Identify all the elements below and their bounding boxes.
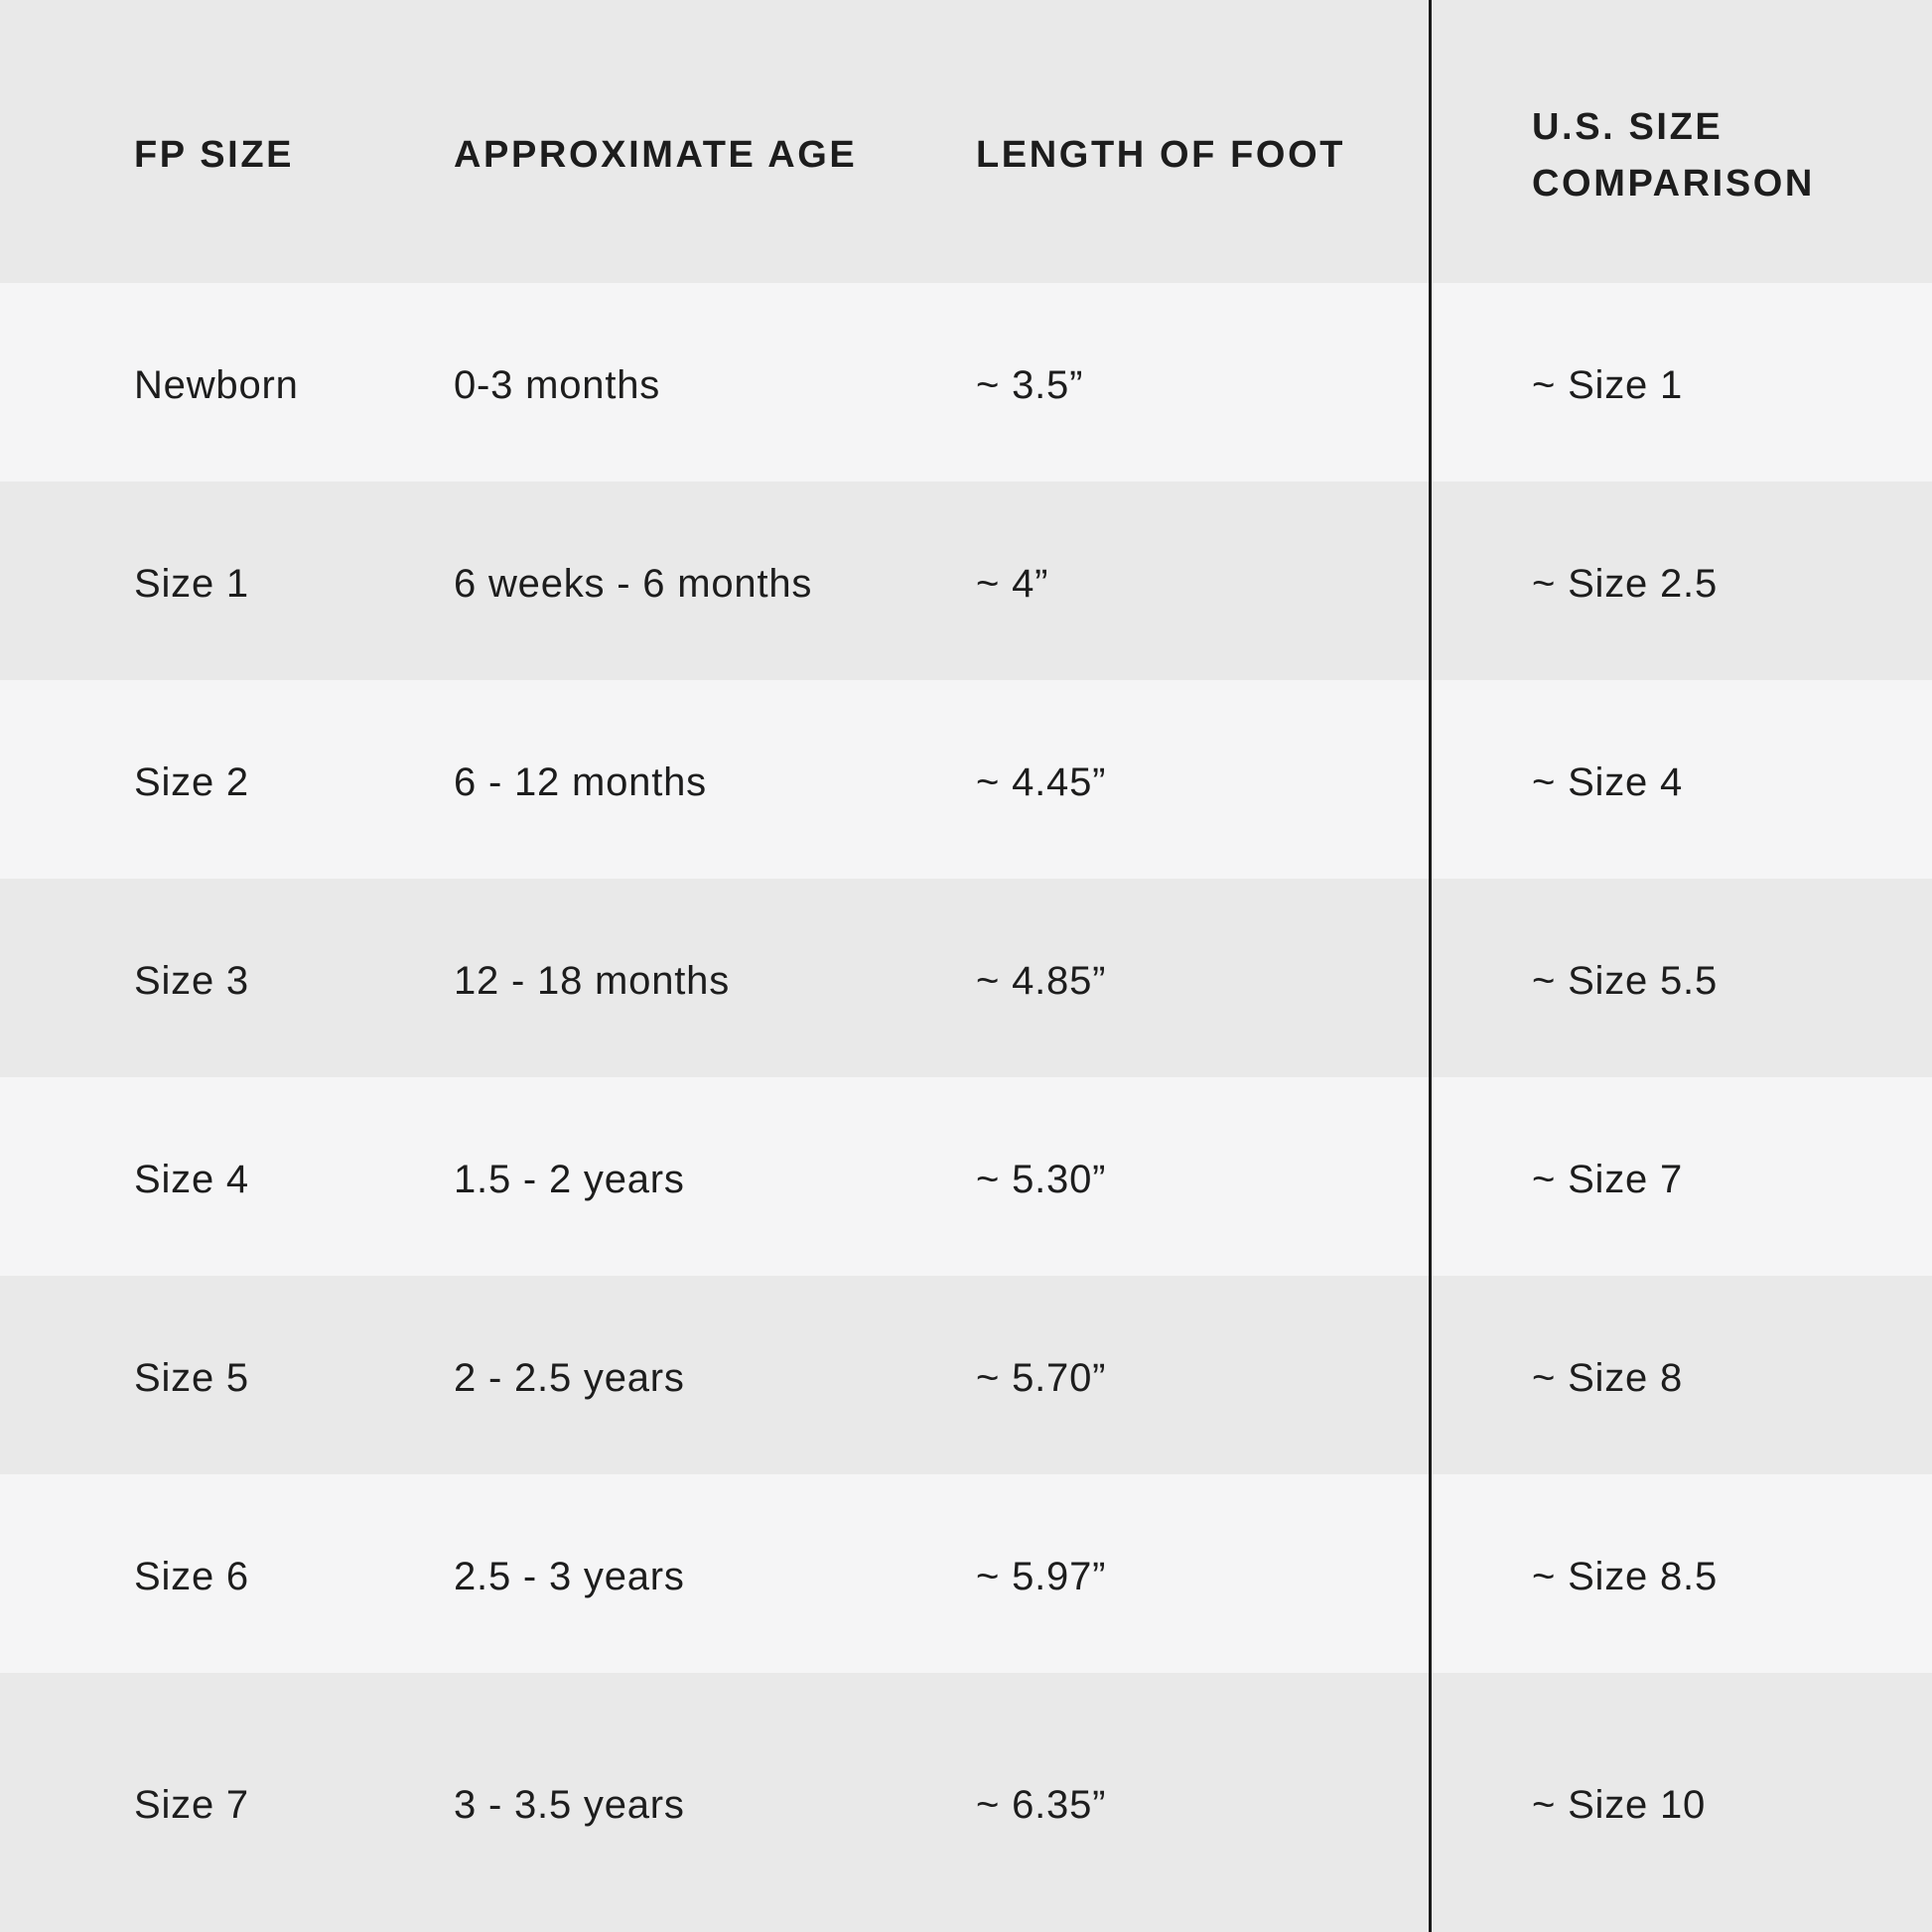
fp-size-cell: Size 7 (134, 1783, 249, 1827)
table-row-size-2 (0, 680, 1932, 879)
foot-length-cell: ~ 4.45” (976, 759, 1107, 804)
table-row-size-5 (0, 1276, 1932, 1474)
foot-length-cell: ~ 4” (976, 561, 1049, 606)
foot-length-cell: ~ 5.30” (976, 1157, 1107, 1201)
fp-size-cell: Size 2 (134, 759, 249, 804)
us-size-cell: ~ Size 2.5 (1532, 561, 1719, 606)
foot-length-cell: ~ 3.5” (976, 362, 1084, 407)
us-size-cell: ~ Size 4 (1532, 759, 1684, 804)
table-row-size-6 (0, 1474, 1932, 1673)
age-cell: 1.5 - 2 years (454, 1157, 685, 1201)
us-size-header-line2: COMPARISON (1532, 162, 1815, 205)
us-size-cell: ~ Size 8.5 (1532, 1554, 1719, 1598)
column-header-approximate-age: APPROXIMATE AGE (454, 134, 858, 176)
table-row-size-1 (0, 482, 1932, 680)
table-row-size-3 (0, 879, 1932, 1077)
us-size-cell: ~ Size 8 (1532, 1355, 1684, 1400)
age-cell: 6 weeks - 6 months (454, 561, 813, 606)
us-size-cell: ~ Size 1 (1532, 362, 1684, 407)
column-divider-line (1429, 0, 1432, 1932)
age-cell: 2.5 - 3 years (454, 1554, 685, 1598)
us-size-cell: ~ Size 7 (1532, 1157, 1684, 1201)
foot-length-cell: ~ 4.85” (976, 958, 1107, 1003)
table-row-size-4 (0, 1077, 1932, 1276)
fp-size-cell: Newborn (134, 362, 299, 407)
foot-length-cell: ~ 6.35” (976, 1783, 1107, 1827)
age-cell: 3 - 3.5 years (454, 1783, 685, 1827)
fp-size-cell: Size 6 (134, 1554, 249, 1598)
fp-size-cell: Size 4 (134, 1157, 249, 1201)
foot-length-cell: ~ 5.97” (976, 1554, 1107, 1598)
us-size-cell: ~ Size 5.5 (1532, 958, 1719, 1003)
column-header-length-of-foot: LENGTH OF FOOT (976, 134, 1346, 176)
table-header-row (0, 0, 1932, 283)
age-cell: 0-3 months (454, 362, 661, 407)
age-cell: 12 - 18 months (454, 958, 731, 1003)
fp-size-cell: Size 3 (134, 958, 249, 1003)
table-row-size-7 (0, 1673, 1932, 1932)
column-header-fp-size: FP SIZE (134, 134, 295, 176)
foot-length-cell: ~ 5.70” (976, 1355, 1107, 1400)
fp-size-cell: Size 1 (134, 561, 249, 606)
age-cell: 2 - 2.5 years (454, 1355, 685, 1400)
age-cell: 6 - 12 months (454, 759, 707, 804)
us-size-cell: ~ Size 10 (1532, 1783, 1707, 1827)
us-size-header-line1: U.S. SIZE (1532, 105, 1724, 148)
table-row-newborn (0, 283, 1932, 482)
fp-size-cell: Size 5 (134, 1355, 249, 1400)
column-header-us-size-comparison (1532, 0, 1815, 283)
